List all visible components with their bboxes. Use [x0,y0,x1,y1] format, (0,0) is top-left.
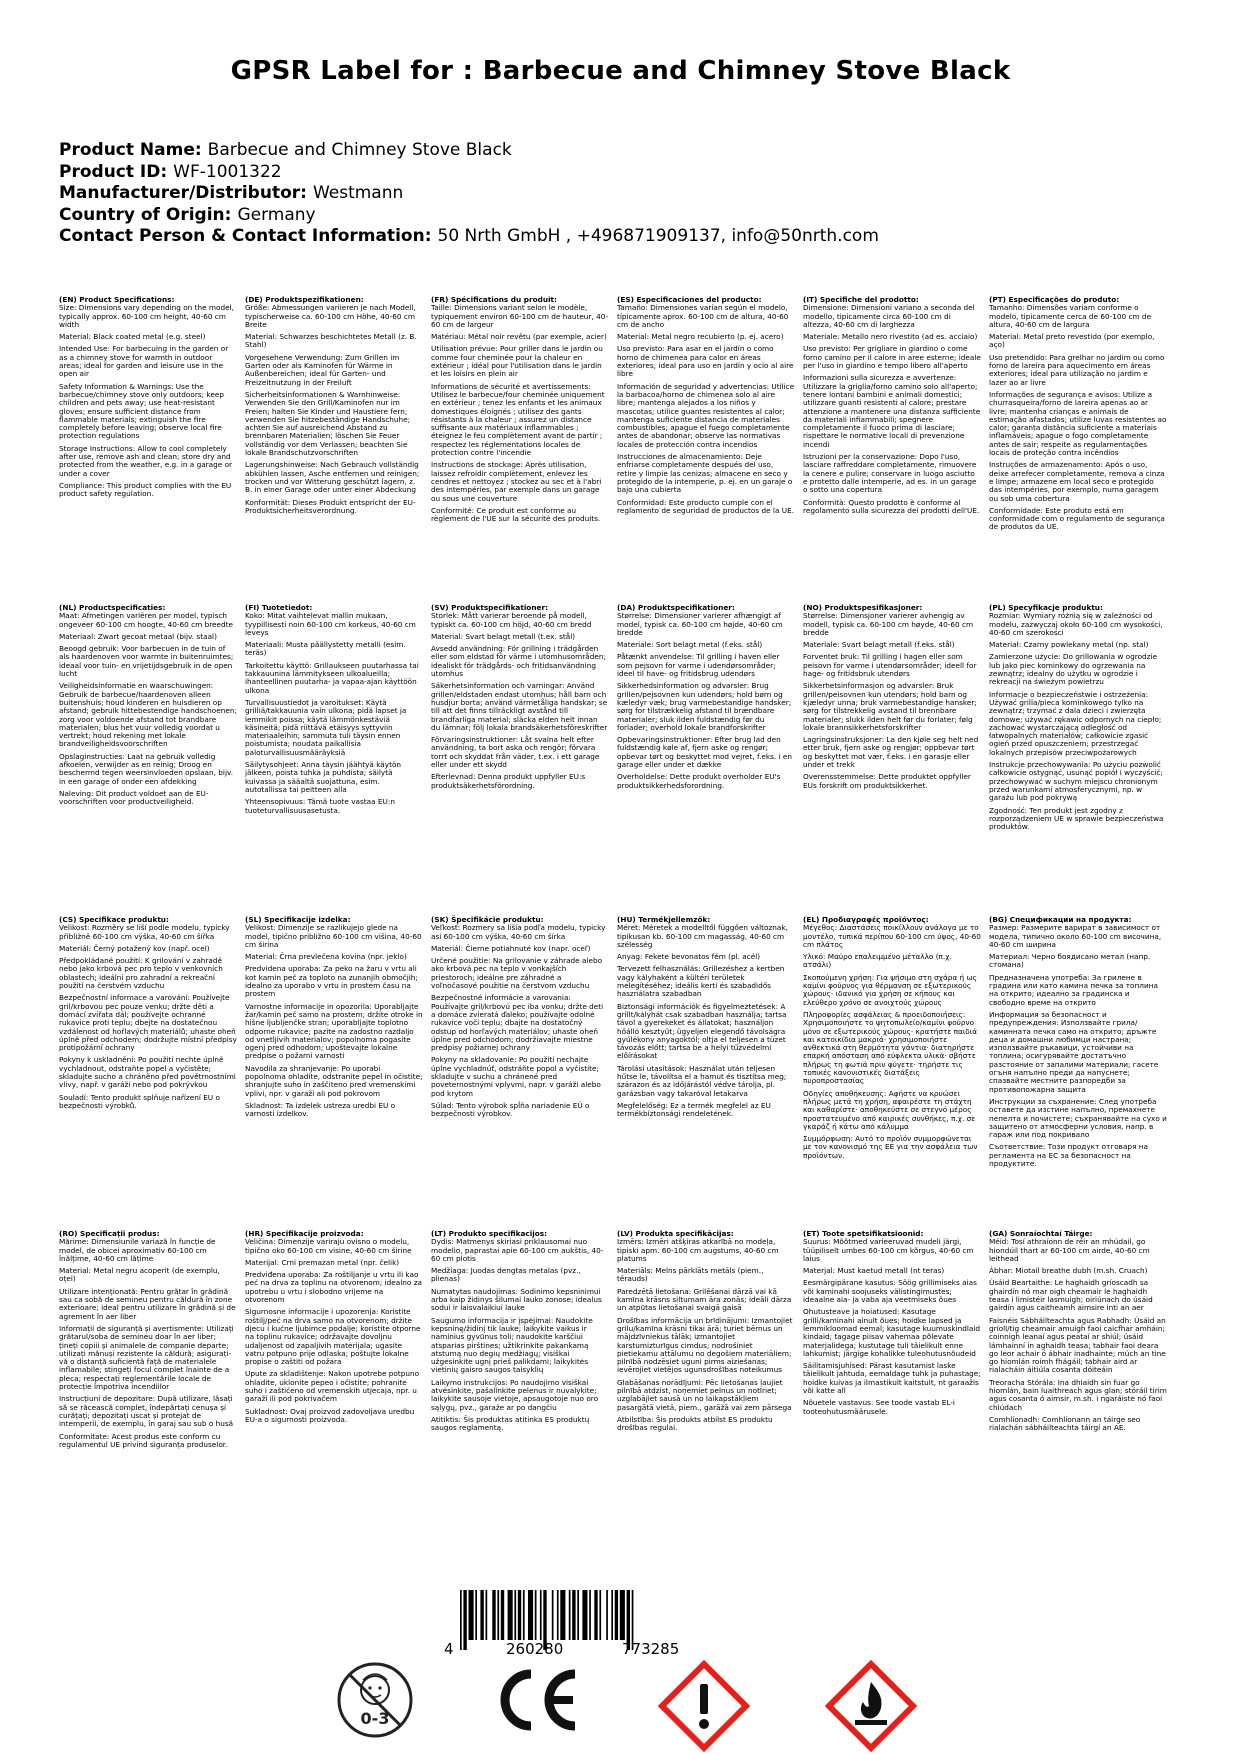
spec-paragraph: Predviđena uporaba: Za roštiljanje u vrtu ili kao peć na drva za toplinu na otvorenom; idealno za upotrebu u vrtu i slobodno vrijeme na otvorenom [245,1270,422,1305]
spec-paragraph: Instruções de armazenamento: Após o uso, deixe arrefecer completamente, remova a cinza e limpe; armazene em local seco e protegido das intempéries, por exemplo, numa garagem ou sob uma cobertura [989,460,1165,503]
barcode-bar [469,1590,474,1640]
spec-paragraph: Uso previsto: Per grigliare in giardino o come forno camino per il calore in aree esterne; ideale per l'uso in giardino e tempo libero all'aperto [803,344,981,371]
spec-paragraph: Suurus: Mõõtmed varieeruvad mudeli järgi, tüüpiliselt umbes 60-100 cm kõrgus, 40-60 cm laius [803,1237,974,1263]
spec-paragraph: Säkerhetsinformation och varningar: Använd grillen/eldstaden endast utomhus; håll barn och husdjur borta; använd värmetåliga handskar; se till att det finns tillräckligt avstånd till brandfarliga material; släcka elden helt innan du lämnar; följ lokala brandsäkerhetsföreskrifter [431,681,608,732]
spec-section [245,1230,423,1428]
spec-paragraph: Istruzioni per la conservazione: Dopo l'uso, lasciare raffreddare completamente, rimuovere la cenere e pulire; conservare in luogo asciutto e protetto dalle intemperie, ad es. in un garage o sotto una copertura [803,452,977,495]
spec-paragraph: Materiał: Czarny powlekany metal (np. stal) [989,640,1149,650]
barcode-bar [569,1590,571,1640]
spec-paragraph: Forventet bruk: Til grilling i hagen eller som peisovn for varme i utendørsområder; ideell for hage- og fritidsbruk utendørs [803,652,977,679]
barcode-bar [594,1590,597,1640]
spec-paragraph: Säilitamisjuhised: Pärast kasutamist laske täielikult jahtuda, eemaldage tuhk ja puhastage; hoidke kuivas ja ilmastikult kaitstult, nt garaažis või katte all [803,1361,981,1396]
spec-paragraph: Instrucțiuni de depozitare: După utilizare, lăsați să se răcească complet, îndepărtați cenușa și curățați; depozitați uscat și protejat de intemperii, de exemplu, în garaj sau sub o husă [59,1394,234,1429]
spec-paragraph: Matériau: Métal noir revêtu (par exemple, acier) [431,332,607,342]
barcode-bar [486,1590,488,1640]
spec-section-heading: (DE) Produktspezifikationen: [245,295,364,304]
spec-paragraph: Zamierzone użycie: Do grillowania w ogrodzie lub jako piec kominkowy do ogrzewania na zewnątrz; idealny do użytku w ogrodzie i rekreacji na świeżym powietrzu [989,652,1158,687]
barcode-bar [552,1590,554,1640]
spec-paragraph: Utilisation prévue: Pour griller dans le jardin ou comme four cheminée pour la chaleur en extérieur ; idéal pour l'utilisation dans le jardin et les loisirs en plein air [431,344,603,379]
spec-section [431,604,609,794]
spec-section [617,296,795,519]
spec-paragraph: Størrelse: Dimensioner varierer afhængigt af model, typisk ca. 60-100 cm højde, 40-60 cm bredde [617,611,783,637]
info-value: Germany [237,204,316,225]
country-row [59,205,1179,227]
spec-paragraph: Comhlíonadh: Comhlíonann an táirge seo rialachán sábháilteachta táirgí an AE. [989,1414,1141,1433]
barcode-bar [528,1590,533,1640]
spec-paragraph: Uso previsto: Para asar en el jardín o como horno de chimenea para calor en áreas exteriores; ideal para uso en jardín y ocio al aire libre [617,344,794,379]
spec-paragraph: Bezpečnostní informace a varování: Používejte gril/krbovou pec pouze venku; držte děti a domácí zvířata dál; používejte ochranné rukavice proti teplu; dbejte na dostatečnou vzdálenost od hořlavých materiálů; uhaste oheň úplně před odchodem; dodržujte místní předpisy protipožární ochrany [59,993,237,1053]
barcode-bar [577,1590,579,1640]
spec-paragraph: Turvallisuustiedot ja varoitukset: Käytä grilliä/takkauunia vain ulkona; pidä lapset ja lemmikit poissa; käytä lämmönkestäviä käsineitä; pidä riittävä etäisyys syttyviin materiaaleihin; sammuta tuli täysin ennen poistumista; noudata paikallisia paloturvallisuusmääräyksiä [245,697,407,757]
spec-paragraph: Méret: Méretek a modelltől függően változnak, tipikusan kb. 60-100 cm magasság, 40-60 cm szélesség [617,923,788,949]
spec-section [989,296,1167,536]
spec-paragraph: Naleving: Dit product voldoet aan de EU-voorschriften voor productveiligheid. [59,788,209,807]
spec-paragraph: Medžiaga: Juodas dengtas metalas (pvz., plienas) [431,1266,581,1284]
spec-paragraph: Varnostne informacije in opozorila: Uporabljajte žar/kamin peč samo na prostem; držite otroke in hišne ljubljenčke stran; uporabljajte toplotno odporne rukavice; pazite na zadostno razdaljo od vnetljivih materialov; popolnoma pogasite ogenj pred odhodom; upoštevajte lokalne predpise o požarni varnosti [245,1001,423,1061]
spec-paragraph: Veľkosť: Rozmery sa líšia podľa modelu, typicky asi 60-100 cm výška, 40-60 cm šírka [431,923,606,941]
spec-paragraph: Materiale: Svart belagt metall (f.eks. stål) [803,640,955,650]
spec-section-heading: (DA) Produktspecifikationer: [617,603,735,612]
spec-section-heading: (RO) Specificații produs: [59,1229,160,1238]
spec-paragraph: Conformità: Questo prodotto è conforme al regolamento sulla sicurezza dei prodotti dell'UE. [803,497,980,515]
spec-paragraph: Informations de sécurité et avertissements: Utilisez le barbecue/four cheminée uniquement en extérieur ; tenez les enfants et les animaux domestiques éloignés ; utilisez des gants résistants à la chaleur ; assurez un distance suffisante aux matériaux inflammables ; éteignez le feu complètement avant de partir ; respectez les réglementations locales de protection contre l'incendie [431,381,605,458]
spec-paragraph: Съответствие: Този продукт отговаря на регламента на ЕС за безопасност на продуктите. [989,1142,1149,1169]
spec-paragraph: Izmērs: Izmēri atšķiras atkarībā no modeļa, tipiski apm. 60-100 cm augstums, 40-60 cm platums [617,1237,779,1263]
exclamation-hazard-icon [658,1660,750,1752]
spec-paragraph: Intended Use: For barbecuing in the garden or as a chimney stove for warmth in outdoor areas; ideal for garden and leisure use in the open air [59,344,229,379]
spec-section [989,604,1167,835]
spec-paragraph: Vorgesehene Verwendung: Zum Grillen im Garten oder als Kaminofen für Wärme in Außenbereichen; ideal für Garten- und Freizeitnutzung in der Freiluft [245,352,400,387]
spec-paragraph: Storlek: Mått varierar beroende på modell, typiskt ca. 60-100 cm höjd, 40-60 cm bredd [431,611,592,629]
spec-paragraph: Rozmiar: Wymiary różnią się w zależności od modelu, zazwyczaj około 60-100 cm wysokości, 40-60 cm szerokości [989,611,1163,637]
info-value: 50 Nrth GmbH , +496871909137, info@50nrth.com [437,226,879,246]
spec-paragraph: Laikymo instrukcijos: Po naudojimo visiškai atvėsinkite, pašalinkite pelenus ir nuvalykite; laikykite sausoje vietoje, apsaugotoje nuo oro sąlygų, pvz., garaže ar po dangčiu [431,1377,599,1412]
spec-paragraph: Veličina: Dimenzije variraju ovisno o modelu, tipično oko 60-100 cm visine, 40-60 cm širine [245,1237,412,1255]
spec-section [59,296,237,503]
barcode-bar [523,1590,525,1640]
spec-section [245,296,423,519]
spec-paragraph: Safety Information & Warnings: Use the barbecue/chimney stove only outdoors; keep children and pets away; use heat-resistant gloves; ensure sufficient distance from flammable materials; extinguish the fire completely before leaving; observe local fire protection regulations [59,381,225,441]
ce-mark-icon [491,1660,583,1740]
spec-paragraph: Overensstemmelse: Dette produktet oppfyller EUs forskrift om produktsikkerhet. [803,772,971,790]
spec-paragraph: Conformidade: Este produto está em conformidade com o regulamento de segurança de produtos da UE. [989,505,1165,532]
barcode-bar [463,1590,466,1650]
spec-paragraph: Compliance: This product complies with the EU product safety regulation. [59,480,232,499]
spec-paragraph: Ábhar: Miotail breathe dubh (m.sh. Cruach) [989,1266,1148,1276]
spec-paragraph: Uso pretendido: Para grelhar no jardim ou como forno de lareira para aquecimento em áreas exteriores; ideal para utilização no jardim e lazer ao ar livre [989,352,1165,387]
spec-paragraph: Lagringsinstruksjoner: La den kjøle seg helt ned etter bruk, fjern aske og rengjør; oppbevar tørt og beskyttet mot vær, f.eks. i en garasje eller under et trekk [803,735,979,770]
spec-paragraph: Μέγεθος: Διαστάσεις ποικίλλουν ανάλογα με το μοντέλο, τυπικά περίπου 60-100 cm ύψος, 40-60 cm πλάτος [803,923,981,949]
spec-section-heading: (ET) Toote spetsifikatsioonid: [803,1229,924,1238]
svg-text:0-3: 0-3 [360,1709,390,1728]
spec-paragraph: Opslaginstructies: Laat na gebruik volledig afkoelen, verwijder as en reinig; Droog en beschermd tegen weersinvloeden opslaan, bijv. in een garage of onder een afdekking [59,751,234,786]
spec-paragraph: Materiál: Černý potažený kov (např. ocel) [59,943,210,953]
spec-paragraph: Størrelse: Dimensjoner varierer avhengig av modell, typisk ca. 60-100 cm høyde, 40-60 cm bredde [803,611,974,637]
info-value: Westmann [312,183,404,203]
spec-section [431,296,609,527]
barcode-bar [501,1590,504,1640]
info-label: Manufacturer/Distributor: [59,183,307,203]
spec-paragraph: Eesmärgipärane kasutus: Söög grillimiseks aias või kaminahi soojuseks välistingimustes; ideaalne aia- ja vaba aja veetmiseks õues [803,1278,977,1305]
spec-section [617,916,795,1123]
spec-paragraph: Dydis: Matmenys skiriasi priklausomai nuo modelio, paprastai apie 60-100 cm aukštis, 40-60 cm plotis [431,1237,604,1263]
spec-section [59,916,237,1114]
barcode-bar [615,1590,618,1640]
spec-section [59,604,237,811]
info-value: Barbecue and Chimney Stove Black [207,140,512,160]
spec-paragraph: Materiāls: Melns pārklāts metāls (piem., tērauds) [617,1266,764,1284]
spec-paragraph: Paredzētā lietošana: Grilēšanai dārzā vai kā kamīna krāsns siltumam āra zonās; ideāli dārza un atpūtas lietošanai svaigā gaisā [617,1286,792,1313]
spec-paragraph: Größe: Abmessungen variieren je nach Modell, typischerweise ca. 60-100 cm Höhe, 40-60 cm Breite [245,303,416,329]
spec-section [617,604,795,794]
spec-paragraph: Avsedd användning: För grillning i trädgården eller som eldstad för värme i utomhusområden; idealiskt för trädgårds- och fritidsanvändning utomhus [431,644,606,679]
spec-section-heading: (HU) Termékjellemzők: [617,915,711,924]
spec-paragraph: Material: Schwarzes beschichtetes Metall (z. B. Stahl) [245,332,417,350]
spec-section-heading: (GA) Sonraíochtaí Táirge: [989,1229,1093,1238]
spec-paragraph: Materiaal: Zwart gecoat metaal (bijv. staal) [59,631,217,641]
barcode-bar [518,1590,521,1640]
spec-paragraph: Upute za skladištenje: Nakon upotrebe potpuno ohladite, uklonite pepeo i očistite; pohranite suho i zaštićeno od vremenskih utjecaja, npr. u garaži ili pod pokrivačem [245,1369,420,1404]
spec-paragraph: Informacje o bezpieczeństwie i ostrzeżenia: Używać grilla/pieca kominkowego tylko na zewnątrz; trzymać z dala dzieci i zwierzęta domowe; używać rękawic odpornych na ciepło; zachować wystarczającą odległość od łatwopalnych materiałów; całkowicie zgasić ogień przed opuszczeniem; przestrzegać lokalnych przepisów przeciwpożarowych [989,689,1162,757]
spec-paragraph: Material: Metal negru acoperit (de exemplu, oțel) [59,1266,220,1284]
spec-section-heading: (FI) Tuotetiedot: [245,603,313,612]
spec-paragraph: Material: Črna prevlečena kovina (npr. jeklo) [245,952,407,962]
spec-paragraph: Размер: Размерите варират в зависимост от модела, типично около 60-100 cm височина, 40-60 cm ширина [989,923,1162,949]
spec-section-heading: (NL) Productspecificaties: [59,603,166,612]
barcode-digits-left: 260280 [506,1640,564,1658]
spec-paragraph: Sigurnosne informacije i upozorenja: Koristite roštilj/peć na drva samo na otvorenom; držite djecu i kućne ljubimce podalje; koristite otporne na toplinu rukavice; održavajte dovoljnu udaljenost od zapaljivih materijala; ugasite vatru potpuno prije odlaska; poštujte lokalne propise o zaštiti od požara [245,1307,421,1367]
spec-paragraph: Pokyny na skladovanie: Po použití nechajte úplne vychladnúť, odstráňte popol a vyčistite; skladujte v suchu a chránené pred poveternostnými vplyvmi, napr. v garáži alebo pod krytom [431,1055,601,1098]
spec-paragraph: Συμμόρφωση: Αυτό το προϊόν συμμορφώνεται με τον κανονισμό της ΕΕ για την ασφάλεια των προϊόντων. [803,1134,978,1160]
spec-paragraph: Instrukcje przechowywania: Po użyciu pozwolić całkowicie ostygnąć, usunąć popiół i wyczyścić; przechowywać w suchym miejscu chronionym przed warunkami atmosferycznymi, np. w garażu lub pod pokrywą [989,760,1163,803]
spec-paragraph: Material: Metal preto revestido (por exemplo, aço) [989,332,1155,350]
spec-paragraph: Faisnéis Sábháilteachta agus Rabhadh: Úsáid an gríoll/tig cheamair amuigh faoi caicfhar amháin; coinnigh leanaí agus peataí ar shiúl; úsáid lámhainní in aghaidh teasa; tabhair faoi deara go leor achair ó ábhair inadhainte; múch an tine go hiomlán roimh fhágáil; tabhair aird ar rialacháin áitiúla cosanta dóiteáin [989,1315,1166,1375]
spec-section [989,916,1167,1172]
spec-paragraph: Информация за безопасност и предупреждения: Използвайте грила/каминната печка само на открито; дръжте деца и домашни любимци настрана; използвайте ръкавици, устойчиви на топлина; осигурявайте достатъчно разстояние от запалими материали; гасете огъня напълно преди да напуснете; спазвайте местните разпоредби за противопожарна защита [989,1009,1159,1094]
spec-paragraph: Υλικό: Μαύρο επαλειμμένο μέταλλο (π.χ. ατσάλι) [803,952,952,970]
spec-section [803,604,981,794]
barcode [440,1588,740,1658]
spec-paragraph: Οδηγίες αποθήκευσης: Αφήστε να κρυώσει πλήρως μετά τη χρήση, αφαιρέστε τη στάχτη και καθαρίστε· αποθηκεύστε σε στεγνό μέρος προστατευμένο από καιρικές συνθήκες, π.χ. σε γκαράζ ή κάτω από κάλυμμα [803,1088,976,1131]
spec-paragraph: Biztonsági információk és figyelmeztetések: A grillt/kályhát csak szabadban használja; tartsa távol a gyerekeket és állatokat; használjon hőálló kesztyűt; ügyeljen elegendő távolságra gyúlékony anyagoktól; oltja el teljesen a tüzet távozás előtt; tartsa be a helyi tűzvédelmi előírásokat [617,1001,787,1061]
spec-paragraph: Nõuetele vastavus: See toode vastab EL-i tooteohutusmäärusele. [803,1398,955,1416]
spec-paragraph: Overholdelse: Dette produkt overholder EU's produktsikkerhedsforordning. [617,772,781,790]
spec-section-heading: (EL) Προδιαγραφές προϊόντος: [803,915,929,924]
barcode-bar [599,1590,601,1640]
spec-section-heading: (FR) Spécifications du produit: [431,295,557,304]
product-info [59,140,1179,248]
spec-paragraph: Materiale: Metallo nero rivestito (ad es. acciaio) [803,332,978,342]
spec-paragraph: Conformidad: Este producto cumple con el reglamento de seguridad de productos de la UE. [617,497,795,515]
spec-section [431,1230,609,1437]
spec-paragraph: Souladí: Tento produkt splňuje nařízení EU o bezpečnosti výrobků. [59,1092,220,1110]
spec-paragraph: Glabāšanas norādījumi: Pēc lietošanas ļaujiet pilnībā atdzist, noņemiet pelnus un notīriet; uzglabājiet sausā un no laikapstākļiem pasargātā vietā, piem., garāžā vai zem pārsega [617,1377,792,1412]
spec-paragraph: Koko: Mitat vaihtelevat mallin mukaan, tyypillisesti noin 60-100 cm korkeus, 40-60 cm leveys [245,611,416,637]
spec-paragraph: Atbilstība: Šis produkts atbilst ES produktu drošības regulai. [617,1414,773,1433]
spec-paragraph: Материал: Черно боядисано метал (напр. стомана) [989,952,1151,970]
spec-paragraph: Instrucciones de almacenamiento: Deje enfriarse completamente después del uso, retire y limpie las cenizas; almacene en seco y protegido de la intemperie, p. ej. en un garaje o bajo una cubierta [617,452,793,495]
spec-paragraph: Dimensione: Dimensioni variano a seconda del modello, tipicamente circa 60-100 cm di altezza, 40-60 cm di larghezza [803,303,975,329]
spec-paragraph: Numatytas naudojimas: Sodinimo kepsninimui arba kaip židinys šilumai lauko zonose; idealus sodui ir laisvalaikiui lauke [431,1286,602,1313]
spec-paragraph: Předpokládané použití: K grilování v zahradě nebo jako krbová pec pro teplo v venkovních oblastech; ideální pro zahradní a rekreační použití na čerstvém vzduchu [59,956,223,991]
info-label: Country of Origin: [59,204,232,225]
barcode-bar [557,1590,559,1640]
spec-paragraph: Opbevaringsinstruktioner: Efter brug lad den fuldstændig køle af, fjern aske og rengør; opbevar tørt og beskyttet mod vejret, f.eks. i en garage eller under et dække [617,735,793,770]
spec-section [803,1230,981,1420]
spec-paragraph: Предназначена употреба: За грилене в градина или като камина печка за топлина на открито; идеално за градинска и свободно време на открито [989,972,1158,1007]
spec-paragraph: Súlad: Tento výrobok spĺňa nariadenie EÚ o bezpečnosti výrobkov. [431,1100,590,1119]
spec-paragraph: Informații de siguranță și avertismente: Utilizați grătarul/soba de semineu doar în aer liber; țineți copiii și animalele de companie departe; utilizați mănuși rezistente la căldură; asigurați-vă o distanță suficientă față de materialele inflamabile; stingeți focul complet înainte de a pleca; respectați reglementările locale de protecție împotriva incendiilor [59,1323,234,1392]
spec-section-heading: (NO) Produktspesifikasjoner: [803,603,923,612]
barcode-bar [508,1590,513,1640]
spec-section-heading: (LV) Produkta specifikācijas: [617,1229,734,1238]
barcode-digits-right: 773285 [622,1640,680,1658]
spec-paragraph: Tamanho: Dimensões variam conforme o modelo, tipicamente cerca de 60-100 cm de altura, 40-60 cm de largura [989,303,1152,329]
spec-paragraph: Säilytysohjeet: Anna täysin jäähtyä käytön jälkeen, poista tuhka ja puhdista; säilytä kuivassa ja sääaltä suojattuna, esim. autotallissa tai peitteen alla [245,760,402,794]
spec-section [803,296,981,519]
spec-paragraph: Informazioni sulla sicurezza e avvertenze: Utilizzare la griglia/forno camino solo all'aperto; tenere lontani bambini e animali domestici; utilizzare guanti resistenti al calore; prestare attenzione a mantenere una distanza sufficiente da materiali infiammabili; spegnere completamente il fuoco prima di lasciare; rispettare le normative locali di prevenzione incendi [803,373,981,449]
spec-paragraph: Efterlevnad: Denna produkt uppfyller EU:s produktsäkerhetsförordning. [431,772,586,790]
spec-paragraph: Conformité: Ce produit est conforme au règlement de l'UE sur la sécurité des produits. [431,505,601,524]
info-label: Product ID: [59,161,168,182]
spec-paragraph: Ohutusteave ja hoiatused: Kasutage grilli/kaminahi ainult õues; hoidke lapsed ja lemmikloomad eemal; kasutage kuumuskindlaid kindaid; tagage piisav vahemaa põlevate materjalidega; kustutage tuli täielikult enne lahkumist; järgige kohalikke tuleohutusnõudeid [803,1307,981,1358]
spec-paragraph: Инструкции за съхранение: След употреба оставете да изстине напълно, премахнете пепелта и почистете; съхранявайте на сухо и защитено от атмосферни условия, напр. в гараж или под покривало [989,1096,1167,1140]
spec-paragraph: Lagerungshinweise: Nach Gebrauch vollständig abkühlen lassen, Asche entfernen und reinigen; trocken und vor Witterung geschützt lagern, z. B. in einer Garage oder unter einer Abdeckung [245,460,420,495]
spec-paragraph: Instructions de stockage: Après utilisation, laissez refroidir complètement, enlevez les cendres et nettoyez ; stockez au sec et à l'abri des intempéries, par exemple dans un garage ou sous une couverture [431,460,602,503]
product-id-row [59,162,1179,184]
spec-paragraph: Megfelelőség: Ez a termék megfelel az EU termékbiztonsági rendeletének. [617,1100,771,1119]
spec-section-heading: (PT) Especificações do produto: [989,295,1120,304]
spec-section [245,916,423,1123]
spec-paragraph: Tárolási utasítások: Használat után teljesen hűtse le, távolítsa el a hamut és tisztítsa meg; szárazon és az időjárástól védve tárolja, pl. garázsban vagy takaróval letakarva [617,1063,787,1098]
spec-paragraph: Sikkerhetsinformasjon og advarsler: Bruk grillen/peisovnen kun utendørs; hold barn og kjæledyr unna; bruk varmebestandige hansker; sørg for tilstrekkelig avstand til brennbare materialer; slukk ilden helt før du forlater; følg lokale brannsikkerhetsforskrifter [803,681,977,732]
spec-paragraph: Tarkoitettu käyttö: Grillaukseen puutarhassa tai takkauunina lämmitykseen ulkoalueilla; ihanteellinen puutarha- ja vapaa-ajan käyttöön ulkona [245,660,419,695]
spec-section-heading: (BG) Спецификации на продукта: [989,915,1132,924]
barcode-bar [480,1590,483,1640]
spec-section [989,1230,1167,1437]
barcode-bar [514,1590,516,1640]
spec-section-heading: (PL) Specyfikacje produktu: [989,603,1103,612]
spec-paragraph: Anyag: Fekete bevonatos fém (pl. acél) [617,952,761,962]
spec-paragraph: Pokyny k uskladnění: Po použití nechte úplně vychladnout, odstraňte popel a vyčistěte; skladujte sucho a chráněno před povětrnostními vlivy, např. v garáži nebo pod pokrývkou [59,1055,236,1090]
spec-section-heading: (CS) Specifikace produktu: [59,915,169,924]
spec-paragraph: Material: Black coated metal (e.g. steel) [59,332,206,342]
spec-paragraph: Información de seguridad y advertencias: Utilice la barbacoa/horno de chimenea solo al aire libre; mantenga alejados a los niños y mascotas; utilice guantes resistentes al calor; mantenga suficiente distancia de materiales combustibles; apague el fuego completamente antes de abandonar; observe las normativas locales de protección contra incendios [617,381,795,449]
info-value: WF-1001322 [173,161,282,182]
spec-paragraph: Sicherheitsinformationen & Warnhinweise: Verwenden Sie den Grill/Kaminofen nur im Freien; halten Sie Kinder und Haustiere fern; verwenden Sie hitzebeständige Handschuhe; achten Sie auf ausreichend Abstand zu brennbaren Materialien; löschen Sie Feuer vollständig vor dem Verlassen; beachten Sie lokale Brandschutzvorschriften [245,389,411,458]
barcode-bar [589,1590,591,1640]
spec-paragraph: Material: Metal negro recubierto (p. ej. acero) [617,332,784,342]
spec-paragraph: Určené použitie: Na grilovanie v záhrade alebo ako krbová pec na teplo v vonkajších priestoroch; ideálne pre záhradné a voľnočasové použitie na čerstvom vzduchu [431,956,603,991]
manufacturer-row [59,183,1179,205]
spec-paragraph: Bezpečnostné informácie a varovania: Používajte gril/krbovú pec iba vonku; držte deti a domáce zvieratá ďaleko; používajte odolné rukavice voči teplu; dbajte na dostatočný odstup od horľavých materiálov; uhaste oheň úplne pred odchodom; dodržiavajte miestne predpisy požiarnej ochrany [431,993,604,1053]
spec-section-heading: (EN) Product Specifications: [59,295,175,304]
barcode-bar [492,1590,495,1640]
barcode-bar [475,1590,477,1640]
spec-paragraph: Drošības informācija un brīdinājumi: Izmantojiet grilu/kamīna krāsni tikai ārā; turiet bērnus un mājdzīvniekus tālāk; izmantojiet karstumizturīgus cimdus; nodrošiniet pietiekamu attālumu no degošiem materiāliem; pilnībā nodzēsiet uguni pirms aiziešanas; ievērojiet vietējos ugunsdrošības noteikumus [617,1315,793,1375]
spec-paragraph: Taille: Dimensions variant selon le modèle, typiquement environ 60-100 cm de hauteur, 40-60 cm de largeur [431,303,608,329]
spec-paragraph: Tervezett felhasználás: Grillezéshez a kertben vagy kályhaként a kültéri területek melegítéséhez; ideális kerti és szabadidős használatra szabadban [617,964,785,999]
spec-paragraph: Atitiktis: Šis produktas atitinka ES produktų saugos reglamentą. [431,1414,590,1433]
spec-paragraph: Konformität: Dieses Produkt entspricht der EU-Produktsicherheitsverordnung. [245,497,416,515]
spec-section-heading: (IT) Specifiche del prodotto: [803,295,919,304]
spec-paragraph: Sukladnost: Ovaj proizvod zadovoljava uredbu EU-a o sigurnosti proizvoda. [245,1406,415,1424]
spec-paragraph: Skladnost: Ta izdelek ustreza uredbi EU o varnosti izdelkov. [245,1100,396,1119]
spec-paragraph: Maat: Afmetingen variëren per model, typisch ongeveer 60-100 cm hoogte, 40-60 cm breedte [59,611,233,629]
spec-section-heading: (LT) Produkto specifikacijos: [431,1229,548,1238]
spec-paragraph: Veiligheidsinformatie en waarschuwingen: Gebruik de barbecue/haardenoven alleen buitenshuis; houd kinderen en huisdieren op afstand; gebruik hittebestendige handschoenen; zorg voor voldoende afstand tot brandbare materialen; blus het vuur volledig voordat u vertrekt; houd rekening met lokale brandveiligheidsvoorschriften [59,681,237,749]
spec-paragraph: Velikost: Dimenzije se razlikujejo glede na model, tipično približno 60-100 cm višina, 40-60 cm širina [245,923,422,949]
spec-section-heading: (SK) Špecifikácie produktu: [431,915,544,924]
spec-paragraph: Predvidena uporaba: Za peko na žaru v vrtu ali kot kamin peč za toploto na zunanjih območjih; idealno za uporabo v vrtu in prostem času na prostem [245,964,418,999]
spec-paragraph: Storage Instructions: Allow to cool completely after use, remove ash and clean; store dry and protected from the weather, e.g. in a garage or under a cover [59,443,233,478]
spec-paragraph: Informações de segurança e avisos: Utilize a churrasqueira/forno de lareira apenas ao ar livre; mantenha crianças e animais de estimação afastados; utilize luvas resistentes ao calor; garanta distância suficiente a materiais inflamáveis; apague o fogo completamente antes de sair; respeite as regulamentações locais de proteção contra incêndios [989,389,1167,458]
spec-paragraph: Materiál: Čierne potiahnuté kov (napr. oceľ) [431,943,591,953]
barcode-bar [560,1590,565,1640]
page-title: GPSR Label for : Barbecue and Chimney Stove Black [230,56,1011,86]
spec-paragraph: Velikost: Rozměry se liší podle modelu, typicky přibližně 60-100 cm výška, 40-60 cm šířka [59,923,230,941]
spec-paragraph: Zgodność: Ten produkt jest zgodny z rozporządzeniem UE w sprawie bezpieczeństwa produktów. [989,805,1164,832]
spec-section-heading: (HR) Specifikacije proizvoda: [245,1229,364,1238]
product-name-row [59,140,1179,162]
spec-paragraph: Treoracha Stórála: Ina dhiaidh sin fuar go hiomlán, bain luaithreach agus glan; stóráil tirim agus cosanta ó aimsir, m.sh. i ngaráiste nó faoi chlúdach [989,1377,1167,1412]
spec-paragraph: Σκοπούμενη χρήση: Για ψήσιμο στη σχάρα ή ως καμίνι φούρνος για θέρμανση σε εξωτερικούς χώρους· ιδανικό για χρήση σε κήπους και ελεύθερο χρόνο σε ανοιχτούς χώρους [803,972,977,1007]
spec-paragraph: Conformitate: Acest produs este conform cu regulamentul UE privind siguranța produselor. [59,1431,228,1449]
spec-paragraph: Materijal: Crni premazan metal (npr. čelik) [245,1257,400,1267]
spec-paragraph: Navodila za shranjevanje: Po uporabi popolnoma ohladite, odstranite pepel in očistite; shranjujte suho in zaščiteno pred vremenskimi vplivi, npr. v garaži ali pod pokrovom [245,1063,423,1098]
spec-section-heading: (SV) Produktspecifikationer: [431,603,549,612]
barcode-bar [497,1590,499,1640]
barcode-bar [582,1590,587,1640]
spec-paragraph: Materiaali: Musta päällystetty metalli (esim. teräs) [245,640,406,658]
contact-row [59,226,1179,248]
spec-paragraph: Tamaño: Dimensiones varían según el modelo, típicamente aprox. 60-100 cm de altura, 40-60 cm de ancho [617,303,789,329]
spec-paragraph: Saugumo informacija ir įspėjimai: Naudokite kepsninę/židinį tik lauke; laikykite vaikus ir naminius gyvūnus toli; naudokite karščiui atsparias pirštines; užtikrinkite pakankamą atstumą nuo degių medžiagų; visiškai užgesinkite ugnį prieš palikdami; laikykitės vietinių gaisro saugos taisyklių [431,1315,593,1375]
spec-section [245,604,423,819]
spec-paragraph: Mărime: Dimensiunile variază în funcție de model, de obicei aproximativ 60-100 cm înălțime, 40-60 cm lățime [59,1237,216,1263]
spec-paragraph: Påtænkt anvendelse: Til grilling i haven eller som pejsovn for varme i udendørsområder; ideel til have- og fritidsbrug udendørs [617,652,780,679]
barcode-bar [606,1590,608,1640]
spec-paragraph: Sikkerhedsinformation og advarsler: Brug grillen/pejsovnen kun udendørs; hold børn og kæledyr væk; brug varmebestandige handsker; sørg for tilstrækkelig afstand til brændbare materialer; sluk ilden fuldstændig før du forlader; overhold lokale brandforskrifter [617,681,792,732]
spec-section [431,916,609,1123]
spec-paragraph: Beoogd gebruik: Voor barbecuen in de tuin of als haardenoven voor warmte in buitenruimtes; ideaal voor tuin- en vrijetijdsgebruik in de open lucht [59,644,234,679]
spec-paragraph: Méid: Tosí athraíonn de réir an mhúdail, go hiondúil thart ar 60-100 cm airde, 40-60 cm leithead [989,1237,1150,1263]
spec-section-heading: (ES) Especificaciones del producto: [617,295,762,304]
spec-section [803,916,981,1164]
flammable-hazard-icon [825,1660,917,1752]
spec-paragraph: Yhteensopivuus: Tämä tuote vastaa EU:n tuoteturvallisuusasetusta. [245,797,395,815]
spec-section-heading: (SL) Specifikacije izdelka: [245,915,351,924]
spec-paragraph: Utilizare intenționată: Pentru grătar în grădină sau ca sobă de semineu pentru căldură în zone exterioare; ideal pentru utilizare în grădină și de agrement în aer liber [59,1286,236,1321]
spec-paragraph: Material: Svart belagt metall (t.ex. stål) [431,631,576,641]
barcode-bar [535,1590,537,1640]
info-label: Product Name: [59,140,202,160]
spec-paragraph: Size: Dimensions vary depending on the model, typically approx. 60-100 cm height, 40-60 cm width [59,303,234,329]
spec-section [617,1230,795,1437]
spec-paragraph: Förvaringsinstruktioner: Låt svalna helt efter användning, ta bort aska och rengör; förvara torrt och skyddat från väder, t.ex. i ett garage eller under ett skydd [431,735,600,770]
spec-paragraph: Materjal: Must kaetud metall (nt teras) [803,1266,945,1276]
barcode-bar [572,1590,575,1640]
info-label: Contact Person & Contact Information: [59,226,432,246]
barcode-bar [460,1590,462,1650]
spec-paragraph: Πληροφορίες ασφάλειας & προειδοποιήσεις: Χρησιμοποιήστε το ψητοπωλείο/καμίνι φούρνο μόνο σε εξωτερικούς χώρους· κρατήστε παιδιά και κατοικίδια μακριά· χρησιμοποιήστε ανθεκτικά στη θερμότητα γάντια· διατηρήστε επαρκή απόσταση από εύφλεκτα υλικά· σβήστε πλήρως τη φωτιά πριν φύγετε· τηρήστε τις τοπικές κανονιστικές διατάξεις πυροπροστασίας [803,1009,978,1086]
barcode-bar [611,1590,613,1640]
age-warning-0-3-icon [335,1660,415,1740]
barcode-digit-prefix: 4 [444,1640,454,1658]
barcode-bar [620,1590,625,1640]
safety-icons [0,1660,1241,1754]
barcode-bar [540,1590,542,1640]
spec-section [59,1230,237,1453]
spec-paragraph: Úsáid Beartaithe: Le haghaidh gríoscadh sa ghairdín nó mar oigh cheamair le haghaidh teasa i limistéir lasmuigh; oiriúnach do úsáid gairdín agus caitheamh aimsire inti an aer [989,1278,1153,1313]
spec-paragraph: Materiale: Sort belagt metal (f.eks. stål) [617,640,763,650]
